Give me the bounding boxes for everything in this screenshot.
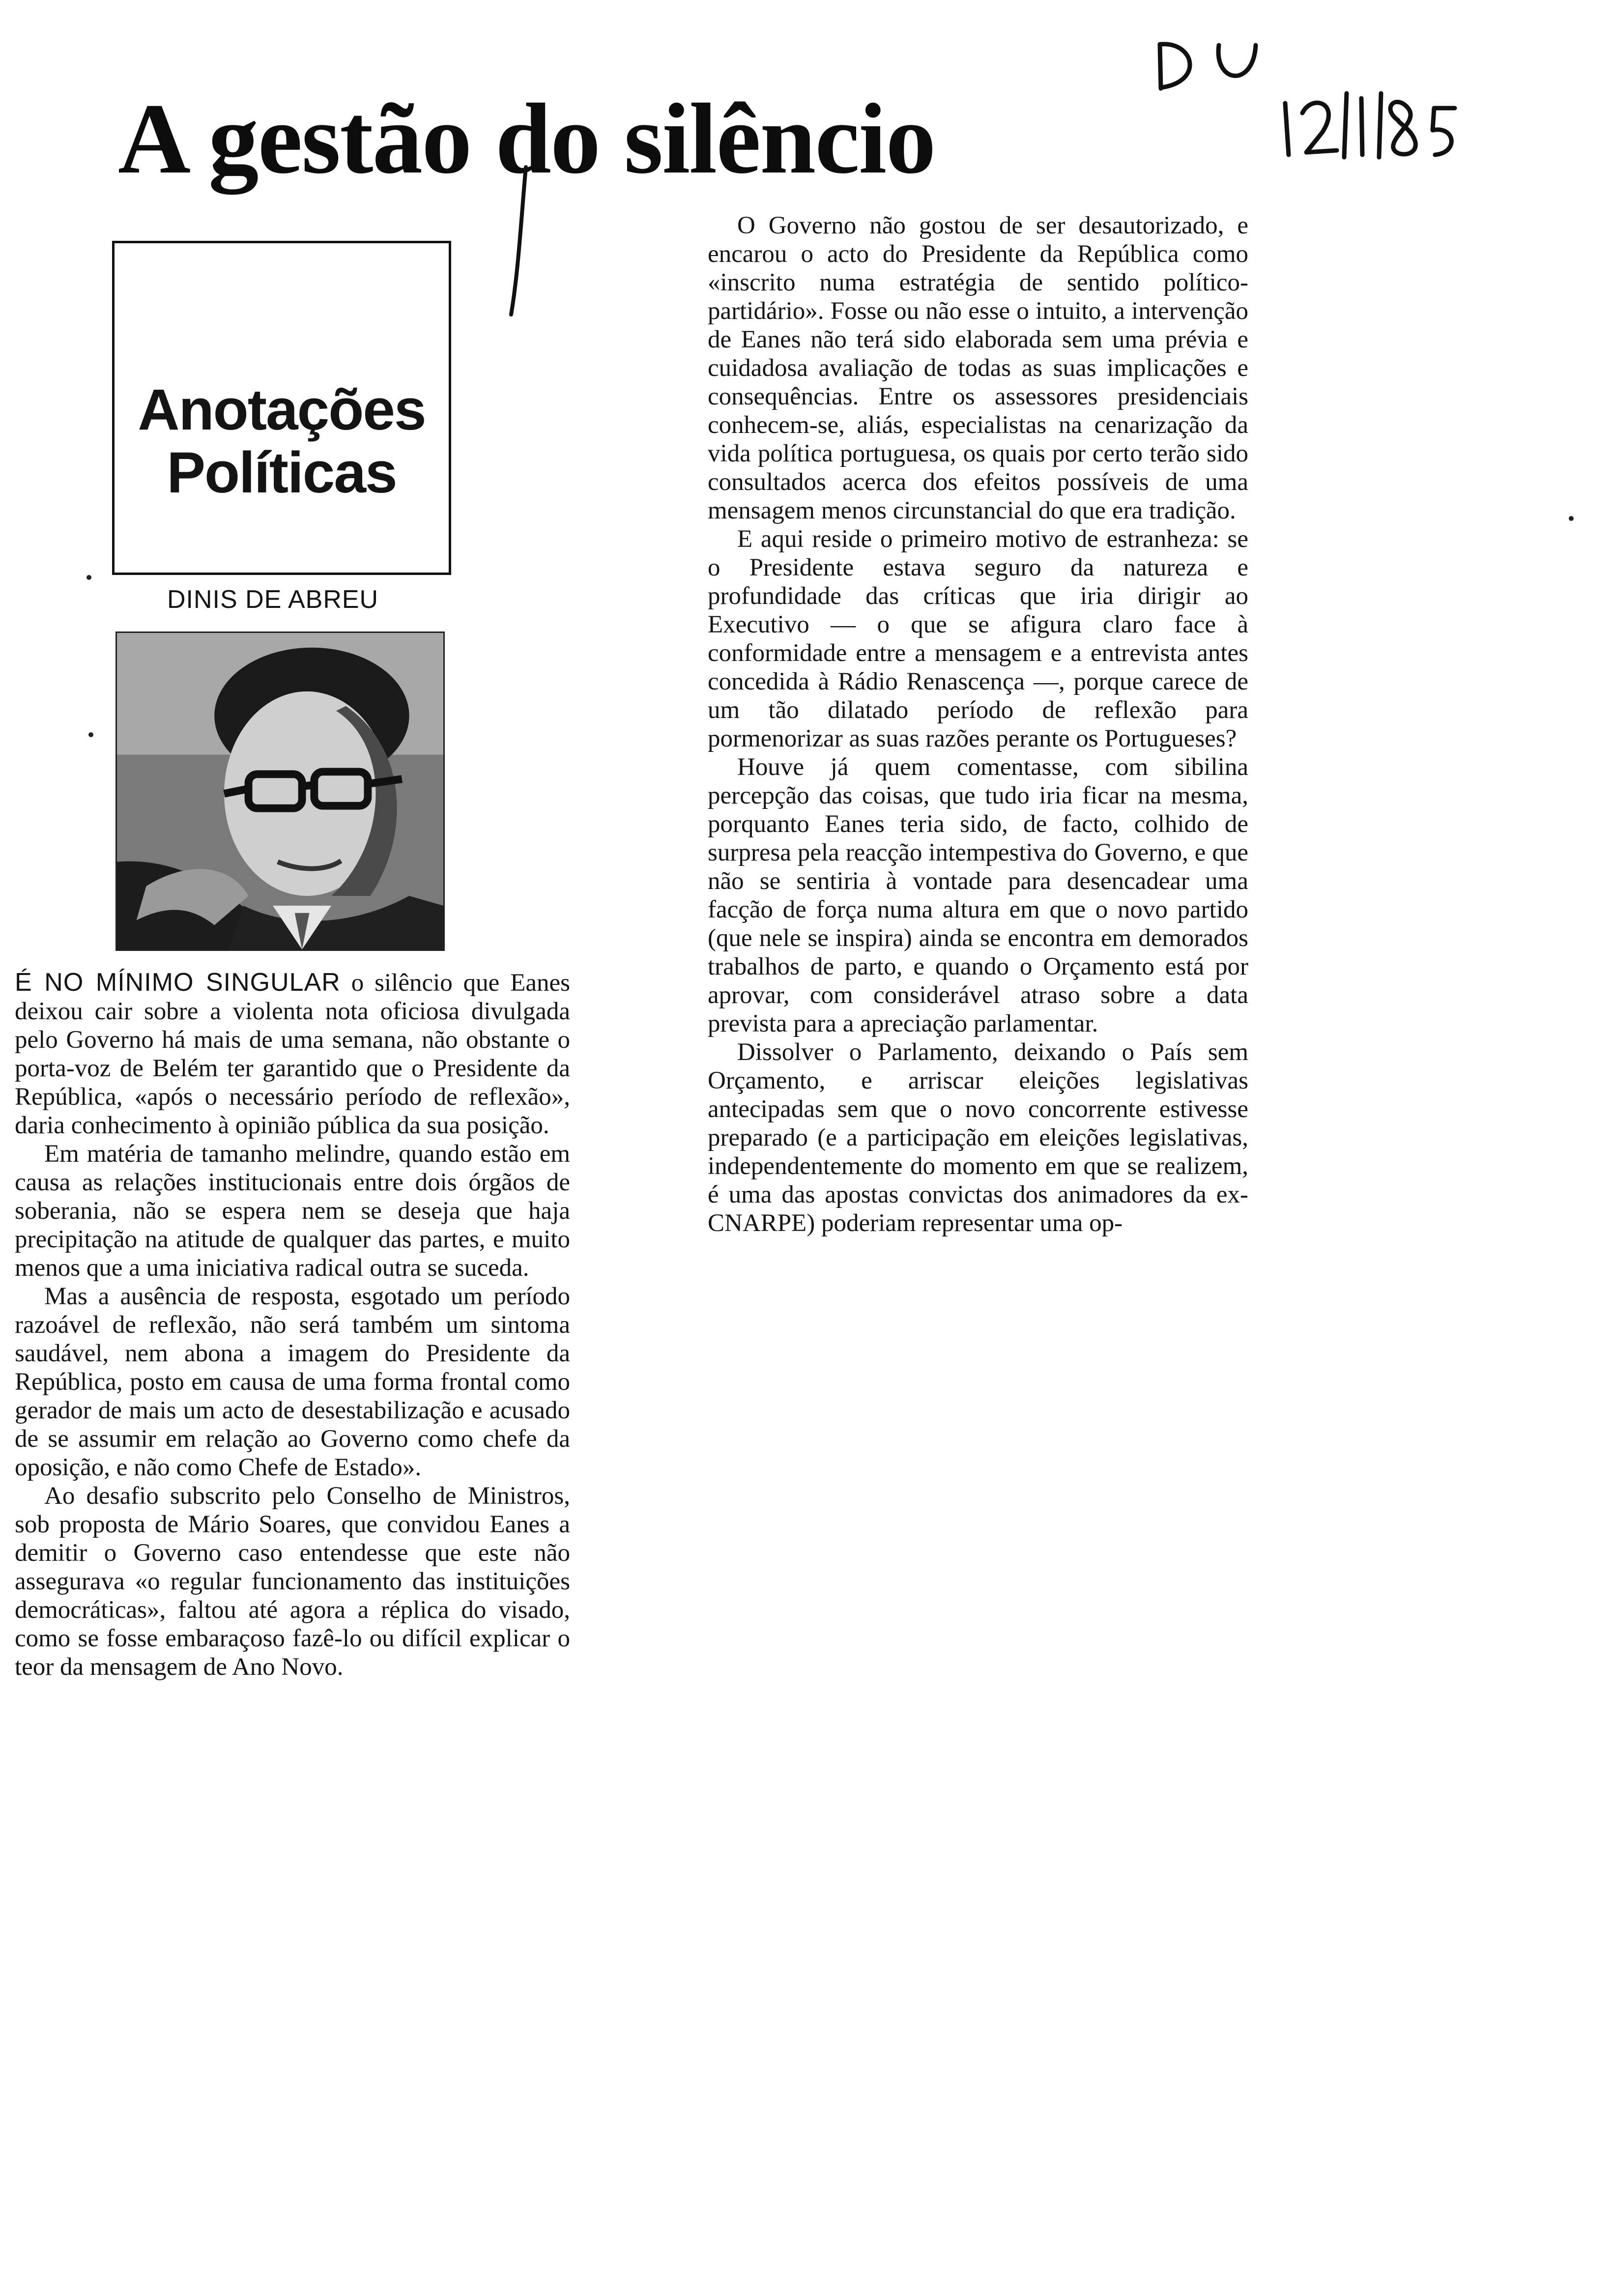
paragraph: E aqui reside o primeiro motivo de estranheza: se o Presidente estava seguro da natureza e profundidade das críticas que iria dirigir ao Executivo — o que se afigura claro face à conformidade entre a mensagem e a entrevista antes concedida à Rádio Renascença —, porque carece de um tão dilatado período de reflexão para pormenorizar as suas razões perante os Portugueses? [708, 525, 1248, 752]
author-portrait [115, 631, 445, 951]
section-title-line2: Políticas [167, 440, 397, 505]
handwritten-date-note [1150, 34, 1465, 162]
article-column-left [15, 968, 570, 1681]
paragraph: Houve já quem comentasse, com sibilina percepção das coisas, que tudo iria ficar na mesma, porquanto Eanes teria sido, de facto, colhido de surpresa pela reacção intempestiva do Governo, e que não se sentiria à vontade para desencadear uma facção de força numa altura em que o novo partido (que nele se inspira) ainda se encontra em demorados trabalhos de parto, e quando o Orçamento está por aprovar, com considerável atraso sobre a data prevista para a apreciação parlamentar. [708, 753, 1248, 1037]
paragraph [15, 968, 570, 1140]
article-column-right [708, 211, 1248, 1237]
paragraph: Ao desafio subscrito pelo Conselho de Ministros, sob proposta de Mário Soares, que convidou Eanes a demitir o Governo caso entendesse que este não assegurava «o regular funcionamento das instituições democráticas», faltou até agora a réplica do visado, como se fosse embaraçoso fazê-lo ou difícil explicar o teor da mensagem de Ano Novo. [15, 1482, 570, 1681]
section-title [115, 378, 449, 504]
lead-in-caps: É NO MÍNIMO SINGULAR [15, 968, 341, 997]
author-byline: DINIS DE ABREU [167, 585, 379, 614]
article-headline: A gestão do silêncio [118, 83, 935, 195]
photocopy-speck [86, 575, 91, 580]
photocopy-speck [88, 732, 93, 737]
portrait-photo [117, 633, 443, 949]
paragraph: Dissolver o Parlamento, deixando o País sem Orçamento, e arriscar eleições legislativas antecipadas sem que o novo concorrente estivesse preparado (e a participação em eleições legislativas, independentemente do momento em que se realizem, é uma das apostas convictas dos animadores da ex-CNARPE) poderiam representar uma op- [708, 1038, 1248, 1237]
section-title-line1: Anotações [138, 377, 426, 442]
photocopy-speck [1569, 516, 1574, 521]
paragraph: O Governo não gostou de ser desautorizado, e encarou o acto do Presidente da República como «inscrito numa estratégia de sentido político-partidário». Fosse ou não esse o intuito, a intervenção de Eanes não terá sido elaborada sem uma prévia e cuidadosa avaliação de todas as suas implicações e consequências. Entre os assessores presidenciais conhecem-se, aliás, especialistas na cenarização da vida política portuguesa, os quais por certo terão sido consultados acerca dos efeitos possíveis de uma mensagem menos circunstancial do que era tradição. [708, 212, 1248, 524]
paragraph: Mas a ausência de resposta, esgotado um período razoável de reflexão, não será também um sintoma saudável, nem abona a imagem do Presidente da República, posto em causa de uma forma frontal como gerador de mais um acto de desestabilização e acusado de se assumir em relação ao Governo como chefe da oposição, e não como Chefe de Estado». [15, 1283, 570, 1481]
section-label-box [112, 241, 451, 575]
pen-mark [491, 162, 550, 319]
paragraph: Em matéria de tamanho melindre, quando estão em causa as relações institucionais entre dois órgãos de soberania, não se espera nem se deseja que haja precipitação na atitude de qualquer das partes, e muito menos que a uma iniciativa radical outra se suceda. [15, 1140, 570, 1282]
paragraph-text: o silêncio que Eanes deixou cair sobre a violenta nota oficiosa divulgada pelo Governo há mais de uma semana, não obstante o porta-voz de Belém ter garantido que o Presidente da República, «após o necessário período de reflexão», daria conhecimento à opinião pública da sua posição. [15, 969, 570, 1139]
handwriting-drawing [1150, 34, 1465, 162]
